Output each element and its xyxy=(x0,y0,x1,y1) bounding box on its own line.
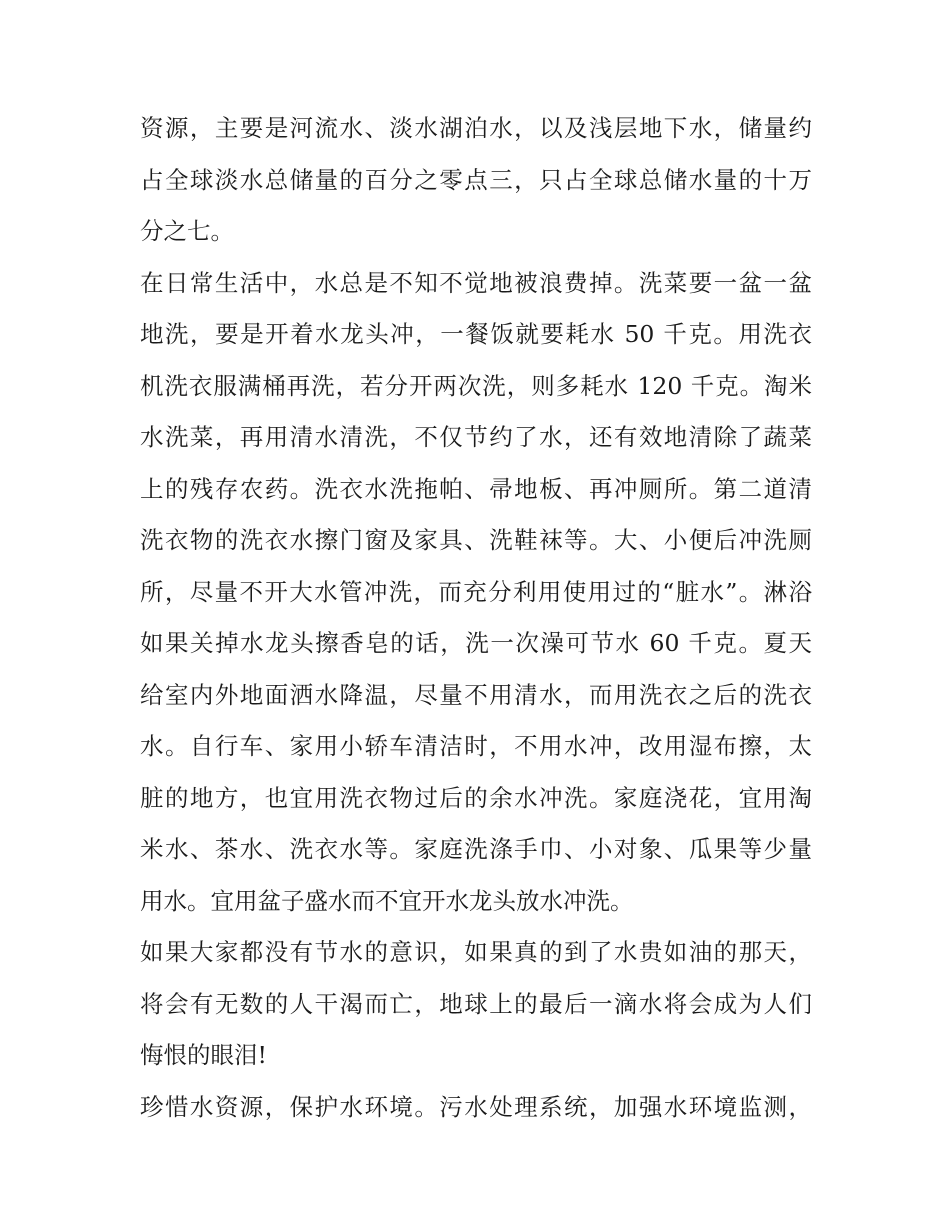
text-line: 地洗，要是开着水龙头冲，一餐饭就要耗水 50 千克。用洗衣 xyxy=(140,320,812,348)
text-line: 分之七。 xyxy=(140,217,234,245)
text-line: 将会有无数的人干渴而亡，地球上的最后一滴水将会成为人们 xyxy=(140,989,812,1018)
text-line: 水。自行车、家用小轿车清洁时，不用水冲，改用湿布擦，太 xyxy=(140,732,812,760)
text-line: 资源，主要是河流水、淡水湖泊水，以及浅层地下水，储量约 xyxy=(140,114,812,142)
text-line: 在日常生活中，水总是不知不觉地被浪费掉。洗菜要一盆一盆 xyxy=(140,268,812,297)
text-line: 水洗菜，再用清水清洗，不仅节约了水，还有效地清除了蔬菜 xyxy=(140,423,812,451)
text-line: 米水、茶水、洗衣水等。家庭洗涤手巾、小对象、瓜果等少量 xyxy=(140,835,812,863)
paragraph xyxy=(140,1082,812,1134)
paragraph xyxy=(140,258,812,928)
document-body xyxy=(140,103,812,1133)
paragraph xyxy=(140,927,812,1082)
text-line: 占全球淡水总储量的百分之零点三，只占全球总储水量的十万 xyxy=(140,165,812,194)
text-line: 如果大家都没有节水的意识，如果真的到了水贵如油的那天， xyxy=(140,938,812,966)
text-line: 机洗衣服满桶再洗，若分开两次洗，则多耗水 120 千克。淘米 xyxy=(140,371,812,400)
text-line: 洗衣物的洗衣水擦门窗及家具、洗鞋袜等。大、小便后冲洗厕 xyxy=(140,526,812,554)
text-line: 脏的地方，也宜用洗衣物过后的余水冲洗。家庭浇花，宜用淘 xyxy=(140,783,812,812)
text-line: 给室内外地面洒水降温，尽量不用清水，而用洗衣之后的洗衣 xyxy=(140,680,812,709)
text-line: 悔恨的眼泪! xyxy=(140,1041,267,1069)
text-line: 所，尽量不开大水管冲洗，而充分利用使用过的“脏水”。淋浴 xyxy=(140,577,812,606)
text-line: 珍惜水资源，保护水环境。污水处理系统，加强水环境监测， xyxy=(140,1092,812,1121)
text-line: 用水。宜用盆子盛水而不宜开水龙头放水冲洗。 xyxy=(140,886,634,915)
text-line: 上的残存农药。洗衣水洗拖帕、帚地板、再冲厕所。第二道清 xyxy=(140,474,812,503)
paragraph xyxy=(140,103,812,258)
text-line: 如果关掉水龙头擦香皂的话，洗一次澡可节水 60 千克。夏天 xyxy=(140,629,812,657)
